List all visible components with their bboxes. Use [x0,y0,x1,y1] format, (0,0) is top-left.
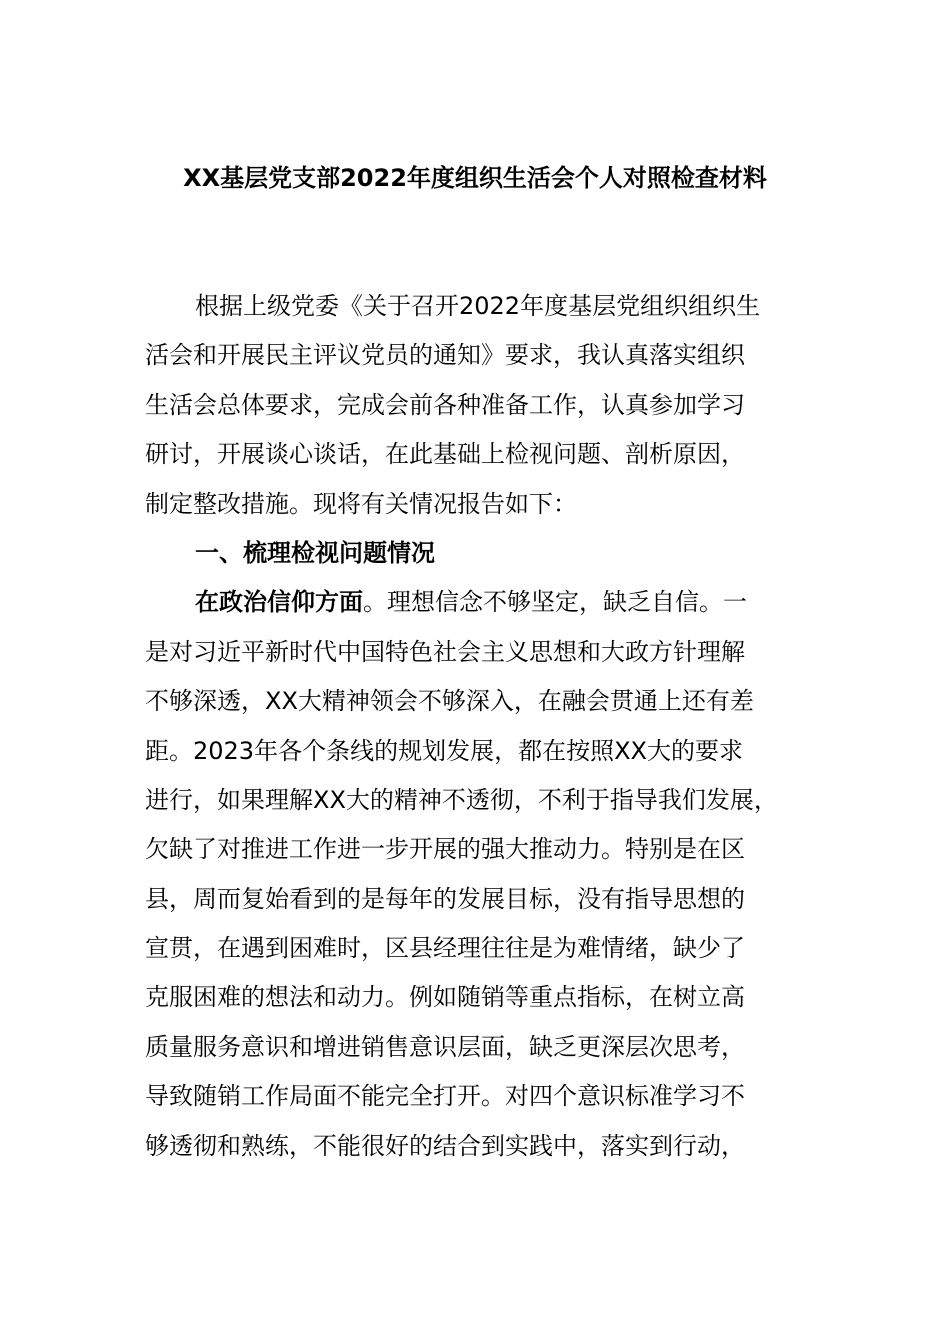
paragraph-line: 宣贯，在遇到困难时，区县经理往往是为难情绪，缺少了 [145,934,745,963]
section-heading: 一、梳理检视问题情况 [195,538,435,567]
paragraph-line: 研讨，开展谈心谈话，在此基础上检视问题、剖析原因， [145,440,745,469]
paragraph-line: 距。2023年各个条线的规划发展，都在按照XX大的要求 [145,736,743,765]
paragraph-line: 不够深透，XX大精神领会不够深入，在融会贯通上还有差 [145,687,754,716]
paragraph-line: 导致随销工作局面不能完全打开。对四个意识标准学习不 [145,1082,745,1111]
paragraph-line: 进行，如果理解XX大的精神不透彻，不利于指导我们发展， [145,785,778,814]
paragraph-line: 活会和开展民主评议党员的通知》要求，我认真落实组织 [145,341,745,370]
paragraph-line: 质量服务意识和增进销售意识层面，缺乏更深层次思考， [145,1032,745,1061]
paragraph-line: 生活会总体要求，完成会前各种准备工作，认真参加学习 [145,390,745,419]
paragraph-line: 克服困难的想法和动力。例如随销等重点指标，在树立高 [145,983,745,1012]
paragraph-line: 县，周而复始看到的是每年的发展目标，没有指导思想的 [145,884,745,913]
paragraph-line: 欠缺了对推进工作进一步开展的强大推动力。特别是在区 [145,835,745,864]
paragraph-line: 是对习近平新时代中国特色社会主义思想和大政方针理解 [145,637,745,666]
paragraph-line: 根据上级党委《关于召开2022年度基层党组织组织生 [195,292,761,320]
document-title: XX基层党支部2022年度组织生活会个人对照检查材料 [183,164,767,192]
paragraph-line [145,578,845,627]
document-body [145,282,845,1171]
paragraph-line: 制定整改措施。现将有关情况报告如下： [145,489,577,518]
sub-heading: 在政治信仰方面 [195,588,363,617]
paragraph-line: 够透彻和熟练，不能很好的结合到实践中，落实到行动， [145,1131,745,1160]
paragraph-text: 。理想信念不够坚定，缺乏自信。一 [363,588,747,617]
